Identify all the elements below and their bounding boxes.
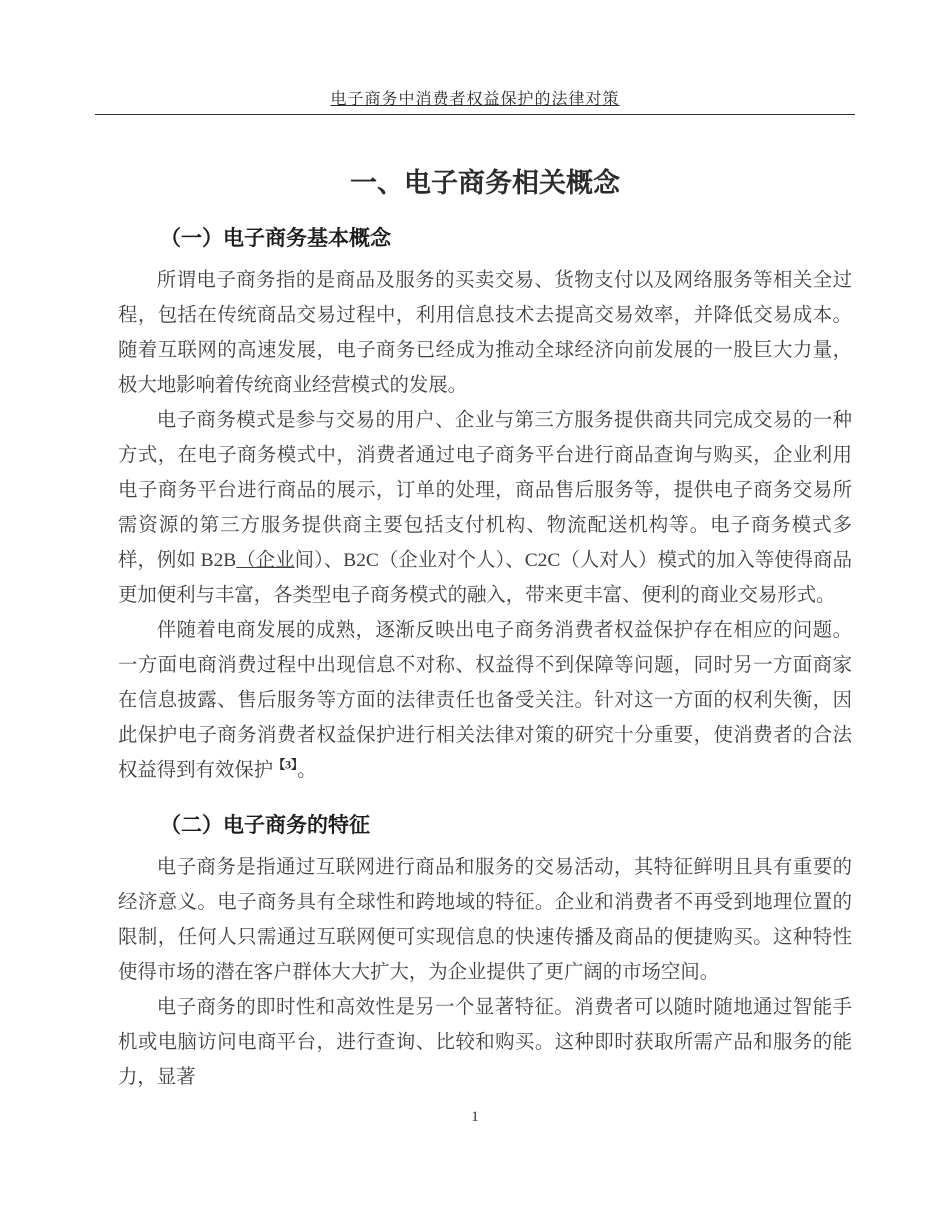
paragraph-2-underlined-text: （企业	[236, 550, 295, 571]
paragraph-3	[118, 613, 852, 788]
page-header	[95, 0, 855, 115]
paragraph-5: 电子商务的即时性和高效性是另一个显著特征。消费者可以随时随地通过智能手机或电脑访问电商平台，进行查询、比较和购买。这种即时获取所需产品和服务的能力，显著	[118, 997, 852, 1088]
paragraph-2	[118, 403, 852, 613]
page-footer	[0, 1108, 950, 1126]
section-heading-1: （一）电子商务基本概念	[160, 227, 391, 250]
paragraph-4: 电子商务是指通过互联网进行商品和服务的交易活动，其特征鲜明且具有重要的经济意义。电子商务具有全球性和跨地域的特征。企业和消费者不再受到地理位置的限制，任何人只需通过互联网便可实现信息的快速传播及商品的便捷购买。这种特性使得市场的潜在客户群体大大扩大，为企业提供了更广阔的市场空间。	[118, 857, 852, 983]
paragraph-2-text-post: 间）、B2C（企业对个人）、C2C（人对人）模式的加入等使得商品更加便利与丰富，各类型电子商务模式的融入，带来更丰富、便利的商业交易形式。	[118, 550, 852, 606]
section-heading-2: （二）电子商务的特征	[160, 814, 370, 837]
paragraph-2-text-pre: 电子商务模式是参与交易的用户、企业与第三方服务提供商共同完成交易的一种方式，在电子商务模式中，消费者通过电子商务平台进行商品查询与购买，企业利用电子商务平台进行商品的展示，订单的处理，商品售后服务等，提供电子商务交易所需资源的第三方服务提供商主要包括支付机构、物流配送机构等。电子商务模式多样，例如 B2B	[118, 410, 852, 571]
document-content	[118, 165, 852, 1095]
paragraph-3-suffix: 。	[297, 760, 317, 781]
header-title: 电子商务中消费者权益保护的法律对策	[330, 91, 620, 108]
paragraph-1: 所谓电子商务指的是商品及服务的买卖交易、货物支付以及网络服务等相关全过程，包括在传统商品交易过程中，利用信息技术去提高交易效率，并降低交易成本。随着互联网的高速发展，电子商务已经成为推动全球经济向前发展的一股巨大力量，极大地影响着传统商业经营模式的发展。	[118, 270, 852, 396]
paragraph-3-text: 伴随着电商发展的成熟，逐渐反映出电子商务消费者权益保护存在相应的问题。一方面电商消费过程中出现信息不对称、权益得不到保障等问题，同时另一方面商家在信息披露、售后服务等方面的法律责任也备受关注。针对这一方面的权利失衡，因此保护电子商务消费者权益保护进行相关法律对策的研究十分重要，使消费者的合法权益得到有效保护	[118, 620, 852, 781]
document-title: 一、电子商务相关概念	[350, 168, 620, 198]
footnote-marker: 【3】	[273, 757, 298, 772]
page-number: 1	[471, 1109, 479, 1125]
